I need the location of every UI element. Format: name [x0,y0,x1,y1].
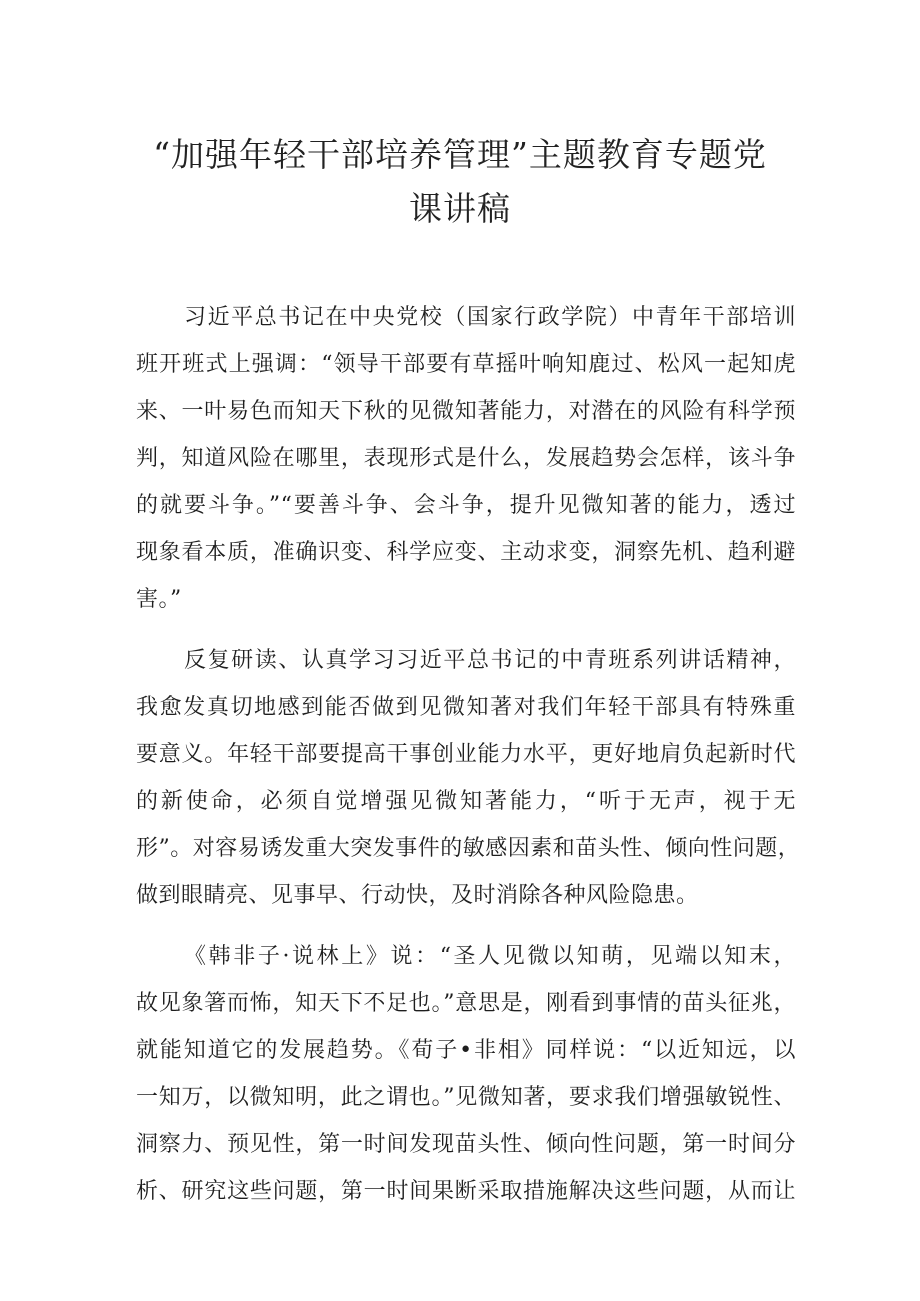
text-line: 形”。对容易诱发重大突发事件的敏感因素和苗头性、倾向性问题， [136,836,801,861]
text-line: 的就要斗争。”“要善斗争、会斗争，提升见微知著的能力，透过 [136,493,796,518]
text-line: 洞察力、预见性，第一时间发现苗头性、倾向性问题，第一时间分 [136,1132,796,1157]
text-line: 习近平总书记在中央党校（国家行政学院）中青年干部培训 [184,305,796,330]
text-line: 反复研读、认真学习习近平总书记的中青班系列讲话精神， [184,648,796,673]
text-line: 来、一叶易色而知天下秋的见微知著能力，对潜在的风险有科学预 [136,399,796,424]
text-line: 害。” [136,587,182,612]
text-line: 做到眼睛亮、见事早、行动快，及时消除各种风险隐患。 [136,883,699,908]
text-line: 判，知道风险在哪里，表现形式是什么，发展趋势会怎样，该斗争 [136,446,796,471]
paragraph-2 [136,637,801,919]
text-line: 就能知道它的发展趋势。《荀子•非相》同样说：“以近知远，以 [136,1038,796,1063]
text-line: 现象看本质，准确识变、科学应变、主动求变，洞察先机、趋利避 [136,540,796,565]
text-line: 析、研究这些问题，第一时间果断采取措施解决这些问题，从而让 [136,1179,796,1204]
text-line: 故见象箸而怖，知天下不足也。”意思是，刚看到事情的苗头征兆， [136,991,796,1016]
paragraph-3 [136,933,796,1215]
text-line: 要意义。年轻干部要提高干事创业能力水平，更好地肩负起新时代 [136,742,796,767]
paragraph-1 [136,294,796,623]
text-line: 班开班式上强调：“领导干部要有草摇叶响知鹿过、松风一起知虎 [136,352,796,377]
document-title [130,128,790,236]
document-body [136,294,801,1229]
text-line: 《韩非子·说林上》说：“圣人见微以知萌，见端以知末， [184,944,796,969]
title-line: 课讲稿 [409,189,511,228]
text-line: 我愈发真切地感到能否做到见微知著对我们年轻干部具有特殊重 [136,695,796,720]
title-line: “加强年轻干部培养管理”主题教育专题党 [153,135,767,174]
text-line: 一知万，以微知明，此之谓也。”见微知著，要求我们增强敏锐性、 [136,1085,796,1110]
text-line: 的新使命，必须自觉增强见微知著能力，“听于无声，视于无 [136,789,796,814]
